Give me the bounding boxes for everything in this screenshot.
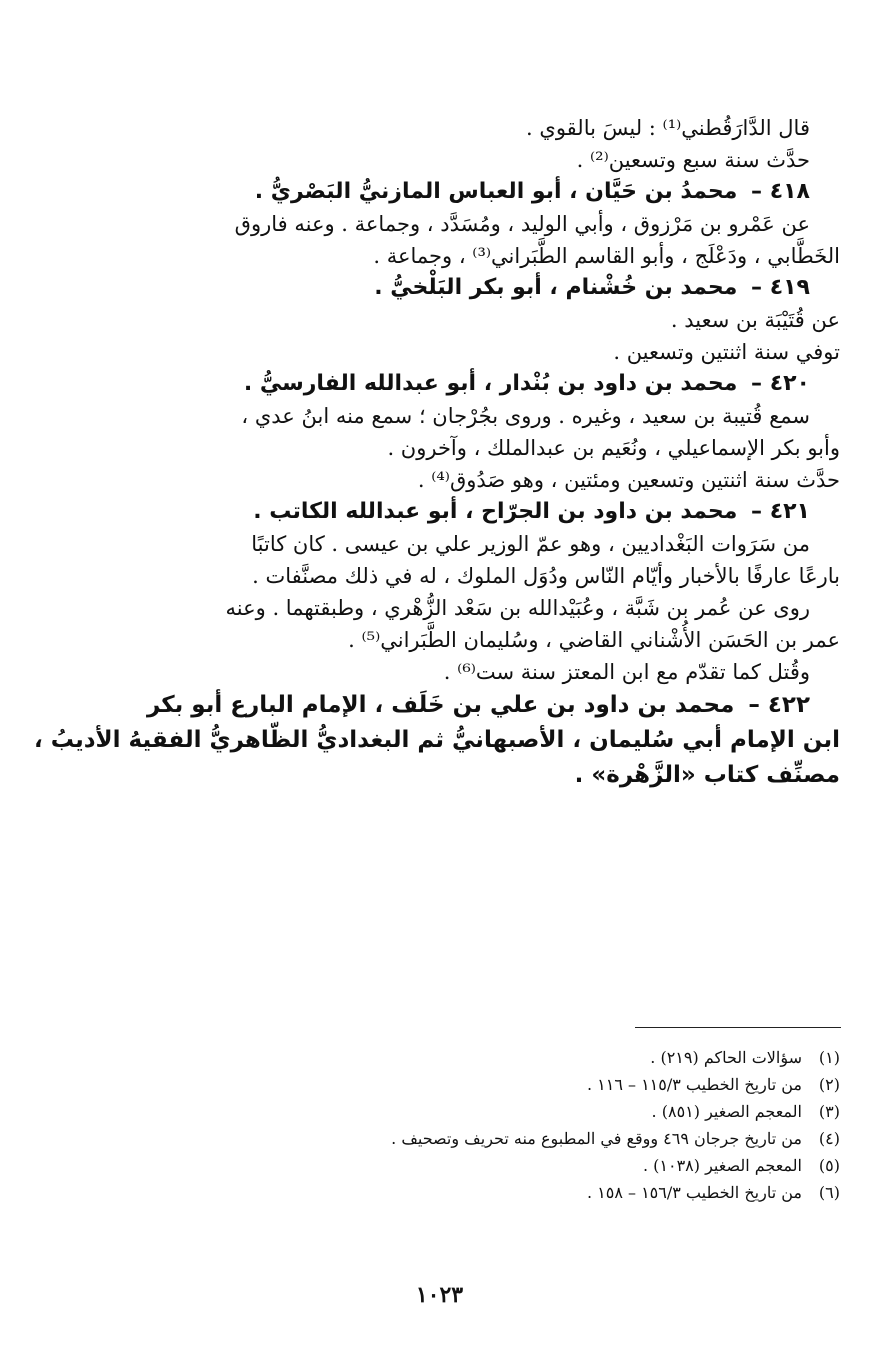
footnote-text: من تاريخ الخطيب ١١٥/٣ – ١١٦ . — [586, 1075, 802, 1094]
text-line: الخَطَّابي ، ودَعْلَج ، وأبو القاسم الطَّبَراني⁽³⁾ ، وجماعة . — [373, 244, 840, 268]
entry-number: ٤٢٢ – — [748, 692, 810, 718]
entry-number: ٤٢١ – — [751, 499, 810, 524]
entry-title-continued: ابن الإمام أبي سُليمان ، الأصبهانيُّ ثم البغداديُّ الظّاهريُّ الفقيهُ الأديبُ ، — [33, 727, 840, 753]
entry-title-continued: مصنِّف كتاب «الزَّهْرة» . — [574, 762, 840, 788]
entry-heading-421 — [118, 496, 840, 528]
text-line: وأبو بكر الإسماعيلي ، ونُعَيم بن عبدالملك ، وآخرون . — [387, 436, 840, 460]
footnote — [118, 1044, 840, 1071]
footnote-number: (٦) — [818, 1183, 840, 1202]
footnote — [118, 1125, 840, 1152]
entry-heading-422 — [118, 688, 840, 723]
footnote-text: سؤالات الحاكم (٢١٩) . — [650, 1048, 802, 1067]
footnote-text: المعجم الصغير (١٠٣٨) . — [642, 1156, 802, 1175]
entry-title: محمد بن داود بن بُنْدار ، أبو عبدالله الفارسيُّ . — [243, 371, 738, 396]
text-line: عن قُتَيْبَة بن سعيد . — [670, 308, 840, 332]
text-line: حدَّث سنة اثنتين وتسعين ومئتين ، وهو صَدُوق⁽⁴⁾ . — [417, 468, 840, 492]
entry-title: محمدُ بن حَيَّان ، أبو العباس المازنيُّ البَصْريُّ . — [254, 179, 738, 204]
text-line: عن عَمْرو بن مَرْزوق ، وأبي الوليد ، ومُسَدَّد ، وجماعة . وعنه فاروق — [234, 212, 810, 236]
footnote-text: من تاريخ الخطيب ١٥٦/٣ – ١٥٨ . — [586, 1183, 802, 1202]
footnote-divider — [635, 1027, 841, 1028]
text-line: روى عن عُمر بن شَبَّة ، وعُبَيْدالله بن سَعْد الزُّهْري ، وطبقتهما . وعنه — [225, 596, 810, 620]
footnote-number: (٢) — [818, 1075, 840, 1094]
text-line: سمع قُتيبة بن سعيد ، وغيره . وروى بجُرْجان ؛ سمع منه ابنُ عدي ، — [241, 404, 810, 428]
entry-heading-419 — [118, 272, 840, 304]
entry-number: ٤٢٠ – — [751, 371, 810, 396]
text-line: توفي سنة اثنتين وتسعين . — [613, 340, 840, 364]
footnotes — [118, 1044, 840, 1206]
footnote-text: المعجم الصغير (٨٥١) . — [651, 1102, 802, 1121]
footnote — [118, 1071, 840, 1098]
entry-title: محمد بن داود بن علي بن خَلَف ، الإمام البارع أبو بكر — [146, 692, 735, 718]
footnote-number: (٤) — [818, 1129, 840, 1148]
entry-title: محمد بن داود بن الجرّاح ، أبو عبدالله الكاتب . — [253, 499, 738, 524]
text-line: وقُتل كما تقدّم مع ابن المعتز سنة ست⁽⁶⁾ . — [443, 660, 810, 684]
entry-title: محمد بن خُشْنام ، أبو بكر البَلْخيُّ . — [374, 275, 738, 300]
main-text — [33, 112, 840, 793]
text-line: حدَّث سنة سبع وتسعين⁽²⁾ . — [576, 148, 810, 172]
text-line: من سَرَوات البَغْداديين ، وهو عمّ الوزير علي بن عيسى . كان كاتبًا — [251, 532, 810, 556]
entry-number: ٤١٨ – — [751, 179, 810, 204]
entry-heading-418 — [118, 176, 840, 208]
page-number: ١٠٢٣ — [415, 1282, 464, 1308]
entry-heading-420 — [118, 368, 840, 400]
entry-number: ٤١٩ – — [751, 275, 810, 300]
footnote — [118, 1179, 840, 1206]
footnote-text: من تاريخ جرجان ٤٦٩ ووقع في المطبوع منه تحريف وتصحيف . — [391, 1129, 802, 1148]
footnote — [118, 1098, 840, 1125]
text-line: بارعًا عارفًا بالأخبار وأيّام النّاس ودُوَل الملوك ، له في ذلك مصنَّفات . — [252, 564, 840, 588]
text-line: عمر بن الحَسَن الأُشْناني القاضي ، وسُليمان الطَّبَراني⁽⁵⁾ . — [348, 628, 840, 652]
footnote-number: (١) — [818, 1048, 840, 1067]
footnote-number: (٥) — [818, 1156, 840, 1175]
footnote — [118, 1152, 840, 1179]
footnote-number: (٣) — [818, 1102, 840, 1121]
text-line: قال الدَّارَقُطني⁽¹⁾ : ليسَ بالقوي . — [526, 116, 810, 140]
